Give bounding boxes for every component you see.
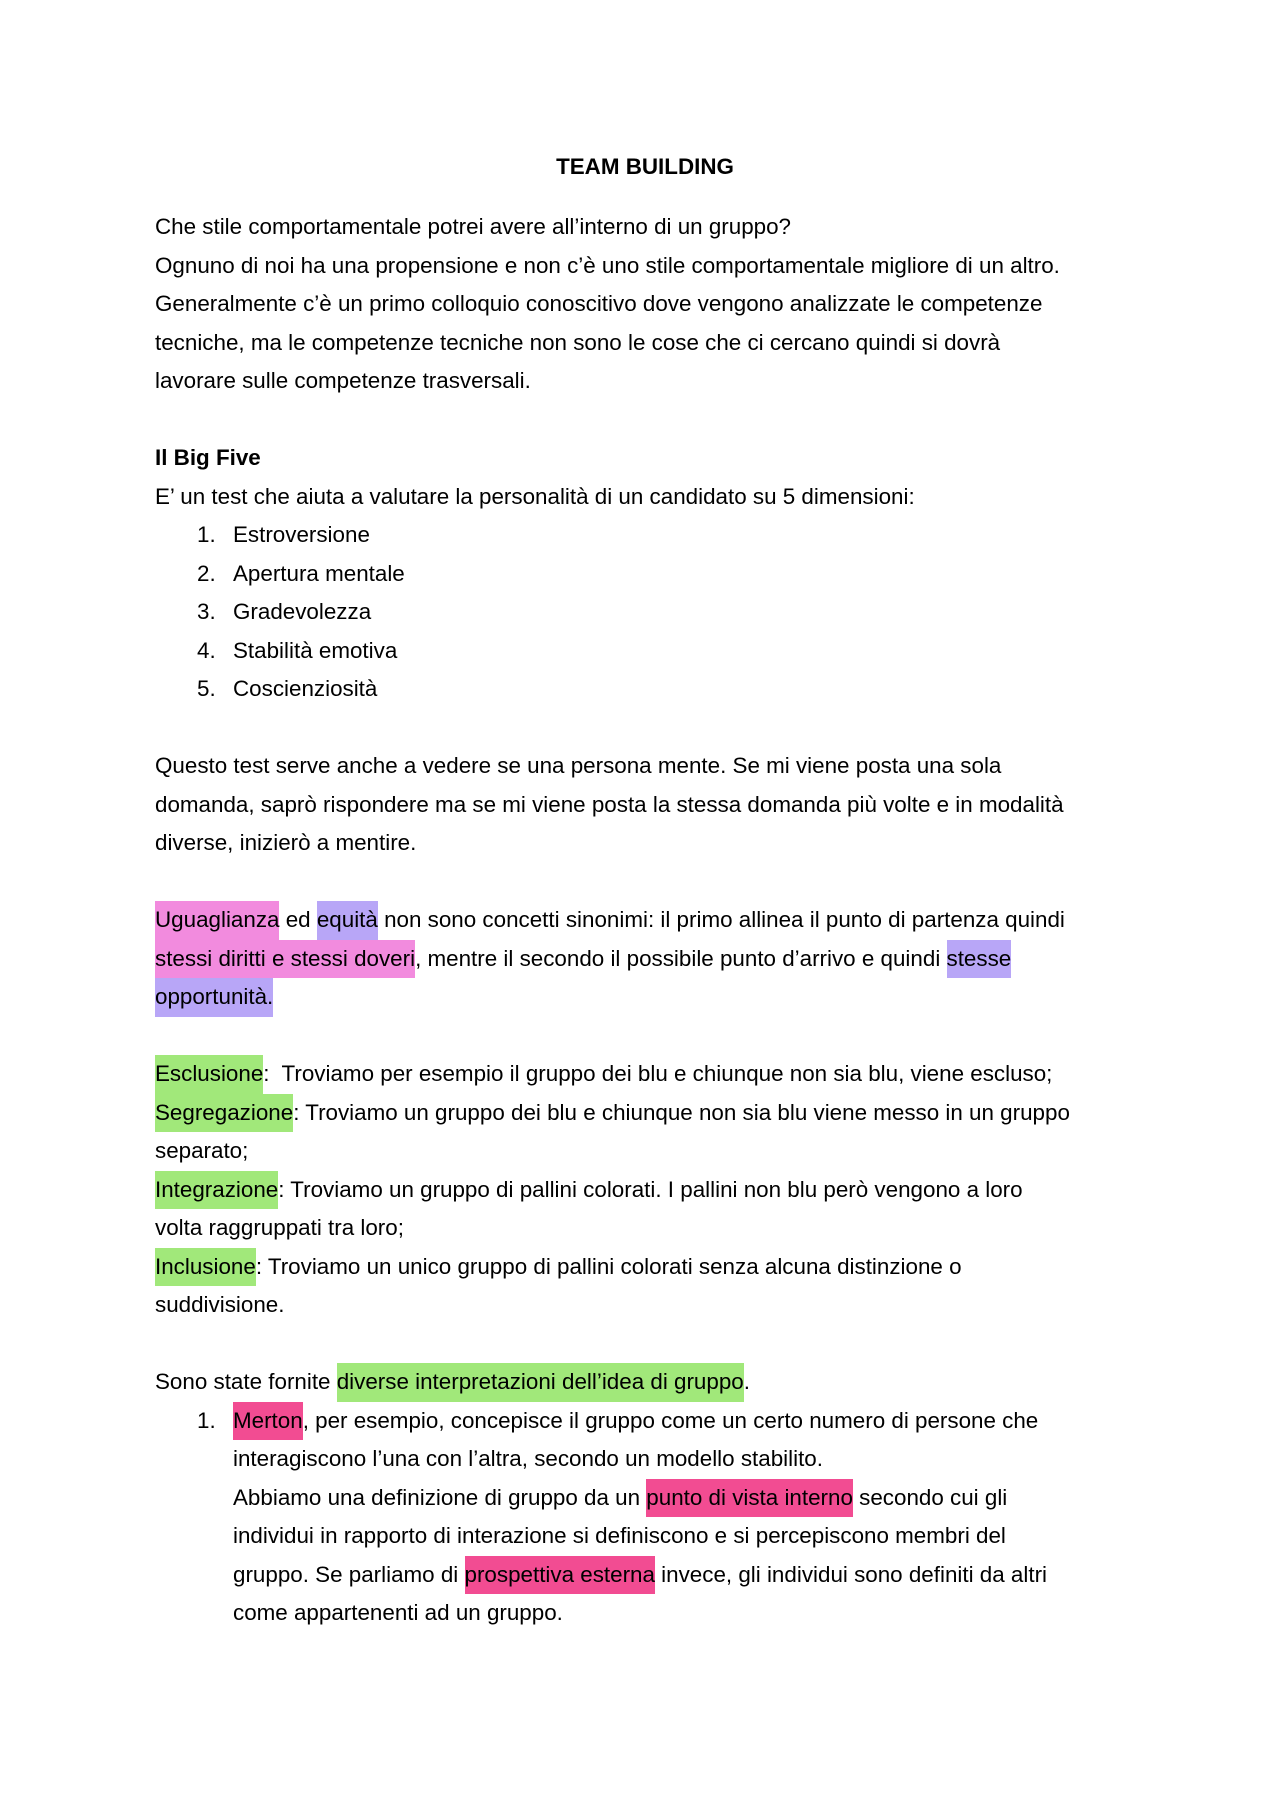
text-line xyxy=(155,1171,1135,1210)
highlight-phrase: prospettiva esterna xyxy=(465,1556,655,1595)
text-run: non sono concetti sinonimi: il primo allinea il punto di partenza quindi xyxy=(377,907,1065,932)
text-run: , mentre il secondo il possibile punto d’arrivo e quindi xyxy=(415,945,947,971)
highlight-phrase: punto di vista interno xyxy=(646,1479,853,1518)
list-number: 1. xyxy=(197,522,216,547)
text-line xyxy=(155,1248,1135,1287)
text-line: separato; xyxy=(155,1138,249,1163)
highlight-term: Inclusione xyxy=(155,1248,256,1287)
highlight-phrase: stesse xyxy=(947,940,1012,979)
text-run: . xyxy=(743,1369,750,1394)
text-line: tecniche, ma le competenze tecniche non sono le cose che ci cercano quindi si dovrà xyxy=(155,329,1001,355)
list-number: 3. xyxy=(197,599,216,624)
big-five-section xyxy=(155,439,1135,709)
document-body xyxy=(155,148,1135,1633)
text-run: : Troviamo un gruppo di pallini colorati. I pallini non blu però vengono a loro xyxy=(278,1176,1023,1202)
text-run: : Troviamo un gruppo dei blu e chiunque non sia blu viene messo in un gruppo xyxy=(293,1099,1070,1125)
list-item xyxy=(155,670,1135,709)
highlight-term: Uguaglianza xyxy=(155,901,279,940)
list-number: 1. xyxy=(197,1407,216,1433)
text-line xyxy=(155,1055,1135,1094)
text-line xyxy=(155,940,1135,979)
highlight-term: equità xyxy=(317,901,378,940)
text-line xyxy=(155,1479,1135,1518)
text-line: Generalmente c’è un primo colloquio conoscitivo dove vengono analizzate le competenze xyxy=(155,291,1043,316)
equality-paragraph xyxy=(155,901,1135,1017)
text-line: interagiscono l’una con l’altra, secondo un modello stabilito. xyxy=(233,1446,823,1471)
text-run: invece, gli individui sono definiti da altri xyxy=(654,1561,1048,1587)
list-number: 2. xyxy=(197,560,216,586)
list-label: Estroversione xyxy=(233,522,370,547)
list-item xyxy=(155,632,1135,671)
section-description: E’ un test che aiuta a valutare la personalità di un candidato su 5 dimensioni: xyxy=(155,483,915,509)
list-label: Gradevolezza xyxy=(233,599,372,624)
list-label: Stabilità emotiva xyxy=(233,637,398,663)
text-line: individui in rapporto di interazione si definiscono e si percepiscono membri del xyxy=(233,1523,1006,1548)
highlight-phrase: diverse interpretazioni dell’idea di gruppo xyxy=(337,1363,744,1402)
highlight-term: Integrazione xyxy=(155,1171,278,1210)
highlight-phrase: stessi diritti e stessi doveri xyxy=(155,940,415,979)
text-line: suddivisione. xyxy=(155,1292,285,1317)
list-item xyxy=(155,1402,1135,1441)
text-line: domanda, saprò rispondere ma se mi viene posta la stessa domanda più volte e in modalità xyxy=(155,791,1064,817)
list-item xyxy=(155,555,1135,594)
text-run: : Troviamo per esempio il gruppo dei blu e chiunque non sia blu, viene escluso; xyxy=(263,1061,1053,1086)
list-number: 4. xyxy=(197,637,216,663)
list-label: Coscienziosità xyxy=(233,676,378,701)
highlight-term: Segregazione xyxy=(155,1094,293,1133)
highlight-term: Merton xyxy=(233,1402,303,1441)
text-line: lavorare sulle competenze trasversali. xyxy=(155,368,531,393)
text-run: secondo cui gli xyxy=(852,1484,1008,1510)
text-run: gruppo. Se parliamo di xyxy=(233,1561,465,1587)
groups-paragraph xyxy=(155,1055,1135,1325)
text-line xyxy=(155,978,1135,1017)
list-item xyxy=(155,516,1135,555)
text-line xyxy=(155,1094,1135,1133)
list-number: 5. xyxy=(197,676,216,701)
text-run: : Troviamo un unico gruppo di pallini colorati senza alcuna distinzione o xyxy=(255,1253,962,1279)
list-label: Apertura mentale xyxy=(233,560,405,586)
text-line xyxy=(155,1363,1135,1402)
page-title: TEAM BUILDING xyxy=(556,154,734,179)
section-heading: Il Big Five xyxy=(155,445,261,470)
text-line xyxy=(155,901,1135,940)
text-run: , per esempio, concepisce il gruppo come un certo numero di persone che xyxy=(302,1407,1039,1433)
highlight-term: Esclusione xyxy=(155,1055,263,1094)
text-line: diverse, inizierò a mentire. xyxy=(155,830,417,855)
intro-paragraph xyxy=(155,208,1135,401)
text-line: come appartenenti ad un gruppo. xyxy=(233,1600,563,1625)
list-item xyxy=(155,593,1135,632)
highlight-phrase: opportunità. xyxy=(155,978,273,1017)
text-run: ed xyxy=(279,907,317,932)
test-note-paragraph xyxy=(155,747,1135,863)
text-line: volta raggruppati tra loro; xyxy=(155,1215,404,1240)
text-line: Che stile comportamentale potrei avere all’interno di un gruppo? xyxy=(155,214,792,239)
text-run: Abbiamo una definizione di gruppo da un xyxy=(233,1484,647,1510)
text-line xyxy=(155,1556,1135,1595)
text-line: Ognuno di noi ha una propensione e non c’è uno stile comportamentale migliore di un altro. xyxy=(155,252,1060,278)
text-line: Questo test serve anche a vedere se una persona mente. Se mi viene posta una sola xyxy=(155,753,1002,778)
interpretations-section xyxy=(155,1363,1135,1633)
text-run: Sono state fornite xyxy=(155,1369,337,1394)
